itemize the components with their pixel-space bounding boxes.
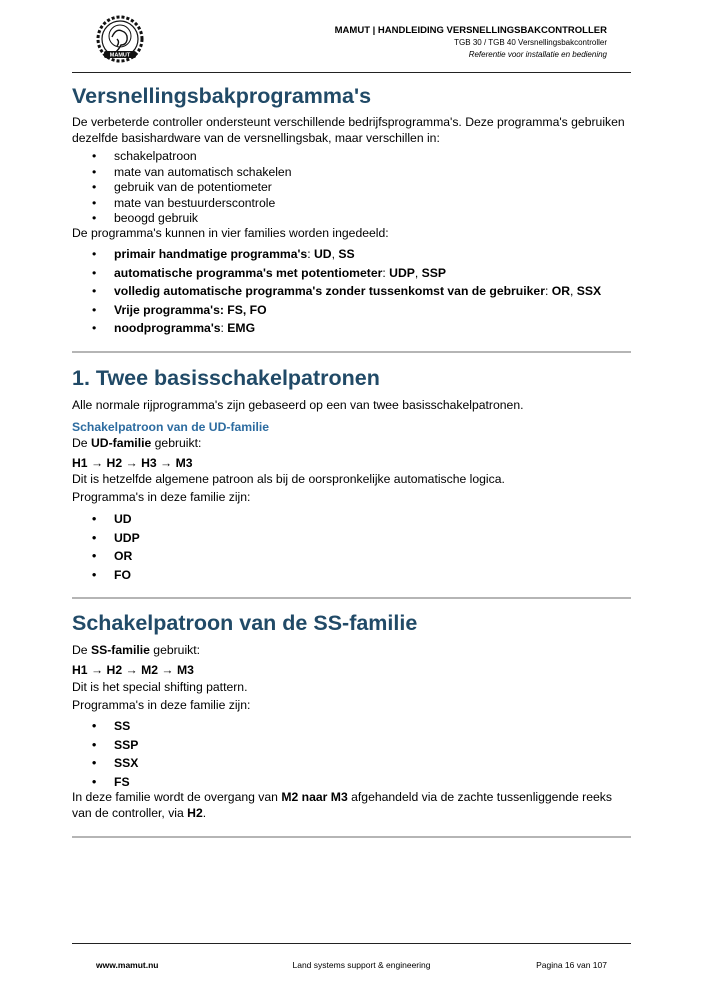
ud-description: Dit is hetzelfde algemene patroon als bij de oorspronkelijke automatische logica. bbox=[72, 472, 505, 486]
list-item: • SSX bbox=[72, 754, 138, 773]
patterns-intro: Alle normale rijprogramma's zijn gebaseerd op een van twee basisschakelpatronen. bbox=[72, 398, 524, 412]
ss-uses-line: De SS-familie gebruikt: bbox=[72, 643, 201, 657]
list-item: • beoogd gebruik bbox=[72, 211, 292, 227]
families-intro: De programma's kunnen in vier families worden ingedeeld: bbox=[72, 226, 389, 240]
differences-list bbox=[72, 149, 292, 227]
ud-pattern: H1 → H2 → H3 → M3 bbox=[72, 456, 193, 470]
section-divider bbox=[72, 597, 631, 599]
list-item: • mate van bestuurderscontrole bbox=[72, 196, 292, 212]
section-heading-ss-family: Schakelpatroon van de SS-familie bbox=[72, 611, 418, 635]
list-item: • FO bbox=[72, 566, 140, 585]
list-item: • primair handmatige programma's: UD, SS bbox=[72, 245, 601, 264]
ss-pattern: H1 → H2 → M2 → M3 bbox=[72, 663, 194, 677]
footer-page-number: Pagina 16 van 107 bbox=[536, 960, 607, 970]
list-item: • schakelpatroon bbox=[72, 149, 292, 165]
section-heading-programs: Versnellingsbakprogramma's bbox=[72, 84, 372, 108]
ud-uses-line: De UD-familie gebruikt: bbox=[72, 436, 202, 450]
ud-family-subheading: Schakelpatroon van de UD-familie bbox=[72, 420, 270, 434]
ud-programs-intro: Programma's in deze familie zijn: bbox=[72, 490, 251, 504]
programs-intro: De verbeterde controller ondersteunt verschillende bedrijfsprogramma's. Deze programma's gebruiken dezelfde basishardware van de versnellingsbak, maar verschillen in: bbox=[72, 115, 625, 145]
list-item: • UD bbox=[72, 510, 140, 529]
list-item: • OR bbox=[72, 547, 140, 566]
list-item: • mate van automatisch schakelen bbox=[72, 165, 292, 181]
list-item: • SSP bbox=[72, 736, 138, 755]
mamut-logo bbox=[96, 15, 144, 63]
header-subtitle: TGB 30 / TGB 40 Versnellingsbakcontroller bbox=[454, 38, 607, 47]
ss-description: Dit is het special shifting pattern. bbox=[72, 680, 248, 694]
footer-website: www.mamut.nu bbox=[96, 960, 159, 970]
list-item: • UDP bbox=[72, 529, 140, 548]
section-divider bbox=[72, 351, 631, 353]
list-item: • FS bbox=[72, 773, 138, 792]
page-header bbox=[335, 25, 607, 61]
list-item: • gebruik van de potentiometer bbox=[72, 180, 292, 196]
ss-programs-intro: Programma's in deze familie zijn: bbox=[72, 698, 251, 712]
list-item: • noodprogramma's: EMG bbox=[72, 319, 601, 338]
footer-divider bbox=[72, 943, 631, 944]
list-item: • Vrije programma's: FS, FO bbox=[72, 301, 601, 320]
list-item: • volledig automatische programma's zonder tussenkomst van de gebruiker: OR, SSX bbox=[72, 282, 601, 301]
list-item: • SS bbox=[72, 717, 138, 736]
logo-text: MAMUT bbox=[109, 52, 131, 59]
ud-programs-list bbox=[72, 510, 140, 584]
header-title: MAMUT | HANDLEIDING VERSNELLINGSBAKCONTROLLER bbox=[334, 25, 607, 36]
list-item: • automatische programma's met potentiometer: UDP, SSP bbox=[72, 264, 601, 283]
footer-company: Land systems support & engineering bbox=[292, 960, 431, 970]
header-divider bbox=[72, 72, 631, 73]
header-tagline: Referentie voor installatie en bediening bbox=[468, 50, 607, 59]
section-heading-patterns: 1. Twee basisschakelpatronen bbox=[72, 366, 380, 390]
ss-transition-note: In deze familie wordt de overgang van M2 naar M3 afgehandeld via de zachte tussenliggende reeks van de controller, via H2. bbox=[72, 790, 612, 820]
section-divider bbox=[72, 836, 631, 838]
ss-programs-list bbox=[72, 717, 138, 791]
families-list bbox=[72, 245, 601, 338]
